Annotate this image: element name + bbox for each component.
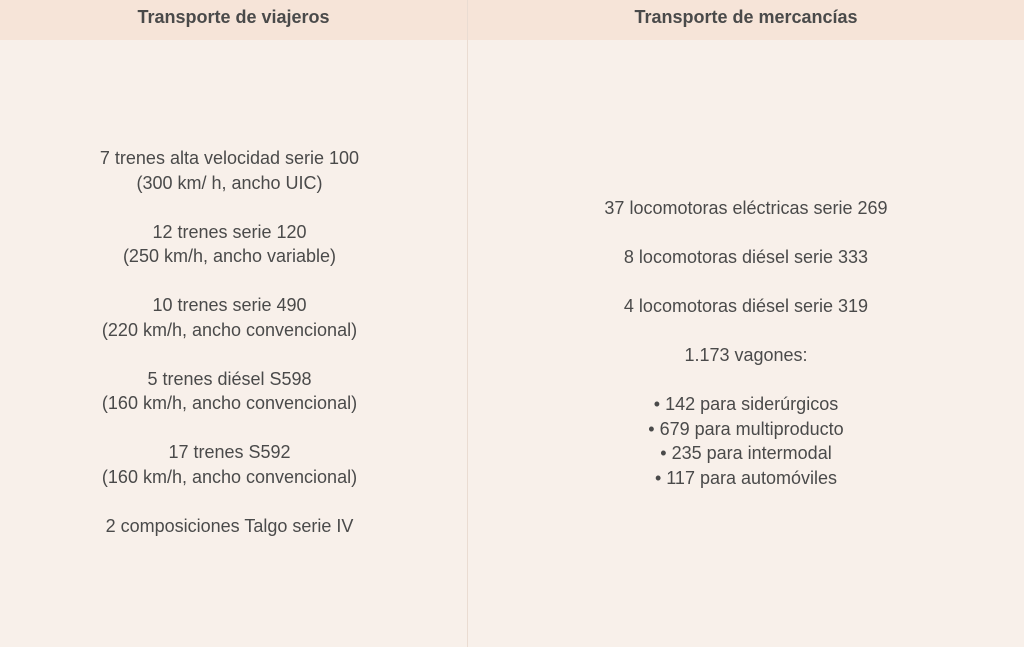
passenger-header: Transporte de viajeros bbox=[0, 0, 467, 40]
wagon-item: • 117 para automóviles bbox=[654, 467, 838, 488]
passenger-item-detail: (160 km/h, ancho convencional) bbox=[101, 466, 358, 487]
passenger-item-detail: (300 km/ h, ancho UIC) bbox=[136, 172, 323, 193]
passenger-item-title: 10 trenes serie 490 bbox=[152, 295, 307, 315]
freight-item bbox=[468, 343, 1024, 368]
freight-item-text: 8 locomotoras diésel serie 333 bbox=[623, 247, 869, 267]
freight-item bbox=[468, 245, 1024, 270]
wagon-item: • 679 para multiproducto bbox=[648, 418, 844, 439]
freight-item-text: 4 locomotoras diésel serie 319 bbox=[623, 296, 869, 316]
freight-item bbox=[468, 196, 1024, 221]
freight-column bbox=[468, 0, 1024, 647]
passenger-item bbox=[0, 367, 459, 416]
passenger-column bbox=[0, 0, 468, 647]
freight-item bbox=[468, 294, 1024, 319]
passenger-item-title: 5 trenes diésel S598 bbox=[147, 368, 312, 389]
freight-body bbox=[468, 40, 1024, 647]
freight-header: Transporte de mercancías bbox=[468, 0, 1024, 40]
freight-list bbox=[468, 196, 1024, 490]
wagon-item: • 142 para siderúrgicos bbox=[653, 394, 839, 414]
wagon-breakdown bbox=[468, 392, 1024, 490]
wagon-item: • 235 para intermodal bbox=[660, 443, 832, 463]
freight-item-text: 37 locomotoras eléctricas serie 269 bbox=[604, 198, 888, 218]
passenger-item-detail: (250 km/h, ancho variable) bbox=[122, 246, 337, 266]
passenger-item-title: 12 trenes serie 120 bbox=[152, 221, 307, 242]
passenger-body bbox=[0, 40, 467, 647]
passenger-item bbox=[0, 146, 459, 195]
passenger-item-title: 7 trenes alta velocidad serie 100 bbox=[99, 148, 360, 168]
passenger-list bbox=[0, 146, 467, 563]
passenger-item-title: 2 composiciones Talgo serie IV bbox=[105, 515, 354, 536]
passenger-item bbox=[0, 440, 459, 489]
passenger-item-detail: (220 km/h, ancho convencional) bbox=[101, 319, 358, 340]
passenger-item bbox=[0, 220, 459, 269]
passenger-item-title: 17 trenes S592 bbox=[168, 442, 291, 462]
freight-item-text: 1.173 vagones: bbox=[684, 345, 808, 365]
passenger-item bbox=[0, 293, 459, 342]
passenger-item-detail: (160 km/h, ancho convencional) bbox=[101, 393, 358, 413]
passenger-item bbox=[0, 514, 459, 539]
